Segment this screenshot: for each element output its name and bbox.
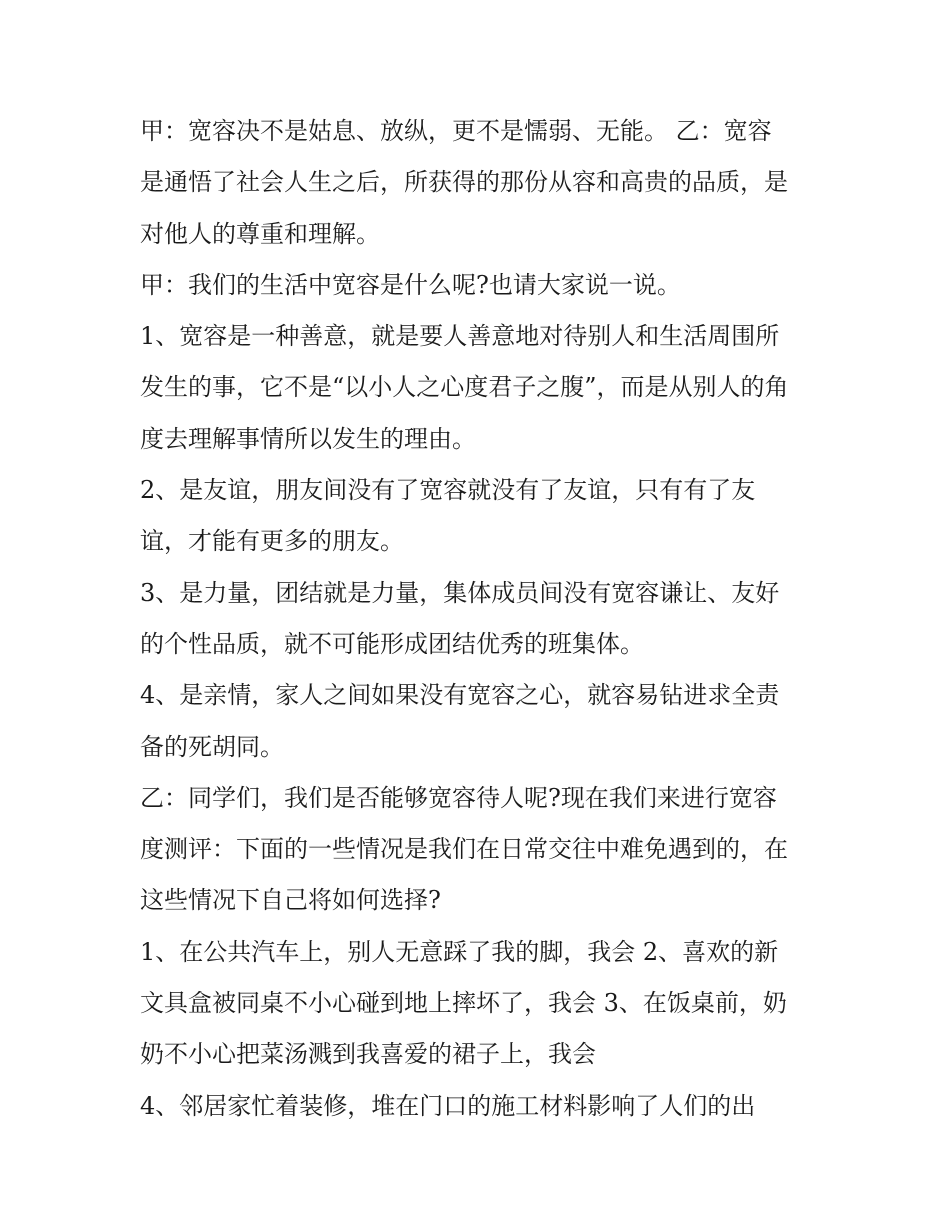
text-line: 度测评：下面的一些情况是我们在日常交往中难免遇到的，在 xyxy=(140,835,788,864)
text-line: 甲：宽容决不是姑息、放纵，更不是懦弱、无能。 乙：宽容 xyxy=(140,117,772,145)
text-line: 对他人的尊重和理解。 xyxy=(140,219,380,248)
text-line: 乙：同学们，我们是否能够宽容待人呢?现在我们来进行宽容 xyxy=(140,783,777,812)
text-line: 2、是友谊，朋友间没有了宽容就没有了友谊，只有有了友 xyxy=(140,476,756,505)
text-line: 奶不小心把菜汤溅到我喜爱的裙子上，我会 xyxy=(140,1040,596,1069)
text-line: 1、在公共汽车上，别人无意踩了我的脚，我会 2、喜欢的新 xyxy=(140,937,779,966)
text-line: 的个性品质，就不可能形成团结优秀的班集体。 xyxy=(140,629,644,658)
text-line: 备的死胡同。 xyxy=(140,732,284,761)
text-line: 甲：我们的生活中宽容是什么呢?也请大家说一说。 xyxy=(140,270,681,299)
text-line: 谊，才能有更多的朋友。 xyxy=(140,527,404,556)
text-line: 3、是力量，团结就是力量，集体成员间没有宽容谦让、友好 xyxy=(140,578,780,607)
text-line: 文具盒被同桌不小心碰到地上摔坏了，我会 3、在饭桌前，奶 xyxy=(140,989,787,1018)
document-body xyxy=(140,106,820,1132)
text-line: 4、是亲情，家人之间如果没有宽容之心，就容易钻进求全责 xyxy=(140,681,780,710)
text-line: 是通悟了社会人生之后，所获得的那份从容和高贵的品质，是 xyxy=(140,168,788,197)
text-line: 1、宽容是一种善意，就是要人善意地对待别人和生活周围所 xyxy=(140,322,780,351)
text-line: 这些情况下自己将如何选择? xyxy=(140,886,441,915)
text-line: 4、邻居家忙着装修，堆在门口的施工材料影响了人们的出 xyxy=(140,1091,756,1120)
text-line: 发生的事，它不是“以小人之心度君子之腹”，而是从别人的角 xyxy=(140,373,789,402)
text-line: 度去理解事情所以发生的理由。 xyxy=(140,424,476,453)
